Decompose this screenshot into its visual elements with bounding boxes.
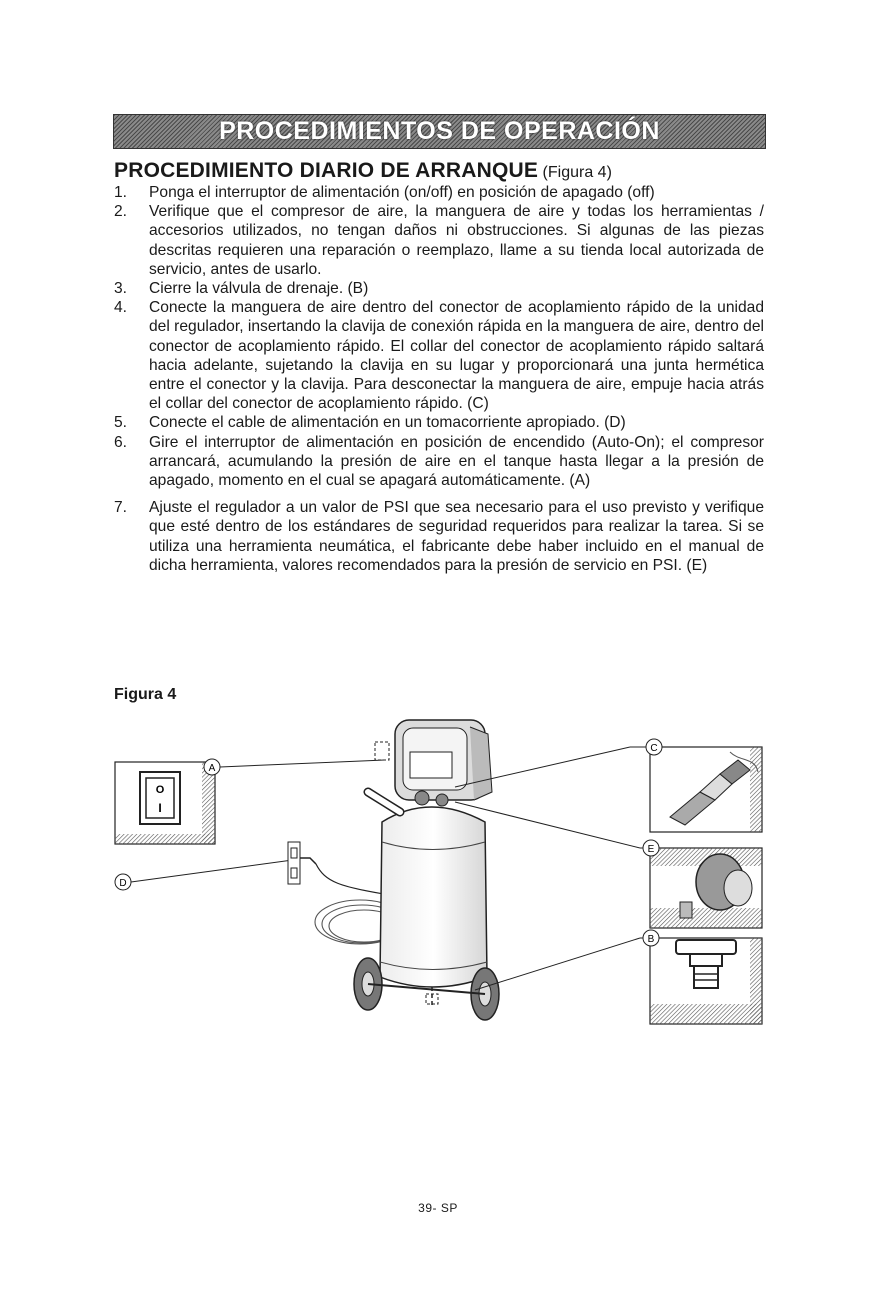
step-text: Verifique que el compresor de aire, la manguera de aire y todas los herramientas / accesorios utilizados, no tengan daños ni obstrucciones. Si algunas de las piezas descritas requieren una reparación o reemplazo, llame a su tienda local autorizada de servicio, antes de usarlo. xyxy=(149,203,764,278)
svg-text:B: B xyxy=(647,934,655,945)
switch-off-mark: I xyxy=(158,801,162,815)
wall-outlet xyxy=(288,842,390,895)
step-item xyxy=(114,433,764,491)
step-number: 7. xyxy=(114,499,128,517)
compressor-tank xyxy=(380,807,487,1007)
compressor-figure xyxy=(110,712,770,1032)
callout-e xyxy=(640,840,659,856)
callout-b xyxy=(640,930,659,946)
banner-title: PROCEDIMIENTOS DE OPERACIÓN xyxy=(219,117,660,145)
switch-on-mark: O xyxy=(155,784,165,796)
callout-c xyxy=(630,739,662,755)
svg-text:C: C xyxy=(650,743,658,754)
step-text: Gire el interruptor de alimentación en posición de encendido (Auto-On); el compresor arrancará, acumulando la presión de aire en el tanque hasta llegar a la presión de apagado, momento en el cual se apagará automáticamente. (A) xyxy=(149,433,764,490)
compressor-head xyxy=(375,720,492,806)
coupler-inset xyxy=(650,747,762,832)
step-item xyxy=(114,279,764,298)
step-item xyxy=(114,498,764,575)
step-item xyxy=(114,202,764,279)
step-number: 2. xyxy=(114,203,128,221)
figure-label: Figura 4 xyxy=(114,686,177,703)
step-item xyxy=(114,183,764,202)
step-text: Ponga el interruptor de alimentación (on/off) en posición de apagado (off) xyxy=(149,184,655,201)
step-item xyxy=(114,298,764,413)
steps-list xyxy=(114,183,764,575)
step-number: 4. xyxy=(114,299,128,317)
step-text: Cierre la válvula de drenaje. (B) xyxy=(149,280,369,298)
section-banner xyxy=(113,114,766,149)
drain-valve-inset xyxy=(650,938,762,1024)
callout-a xyxy=(204,759,385,775)
regulator-inset xyxy=(650,848,762,928)
step-text: Conecte el cable de alimentación en un tomacorriente apropiado. (D) xyxy=(149,414,626,432)
section-figure-ref: (Figura 4) xyxy=(542,164,612,181)
switch-inset xyxy=(115,762,215,844)
svg-text:E: E xyxy=(647,844,655,855)
step-number: 3. xyxy=(114,280,128,298)
step-number: 1. xyxy=(114,184,128,201)
step-item xyxy=(114,413,764,432)
svg-text:D: D xyxy=(119,878,127,889)
step-text: Conecte la manguera de aire dentro del conector de acoplamiento rápido de la unidad del regulador, insertando la clavija de conexión rápida en la manguera de aire, dentro del conector de acoplamiento rápido. El collar del conector de acoplamiento rápido saltará hacia adelante, sujetando la clavija en su lugar y proporcionará una junta hermética entre el conector y la clavija. Para desconectar la manguera de aire, empuje hacia atrás el collar del conector de acoplamiento rápido. (C) xyxy=(149,299,764,413)
svg-text:A: A xyxy=(208,763,216,774)
step-text: Ajuste el regulador a un valor de PSI que sea necesario para el uso previsto y verifique que esté dentro de los estándares de seguridad requeridos para realizar la tarea. Si se utiliza una herramienta neumática, el fabricante debe haber incluido en el manual de dicha herramienta, valores recomendados para la presión de servicio en PSI. (E) xyxy=(149,499,764,574)
callout-d xyxy=(115,859,300,890)
step-number: 6. xyxy=(114,433,128,451)
page-number: 39- SP xyxy=(418,1201,458,1215)
section-heading xyxy=(114,159,612,183)
step-number: 5. xyxy=(114,414,128,432)
section-title: PROCEDIMIENTO DIARIO DE ARRANQUE xyxy=(114,159,539,182)
